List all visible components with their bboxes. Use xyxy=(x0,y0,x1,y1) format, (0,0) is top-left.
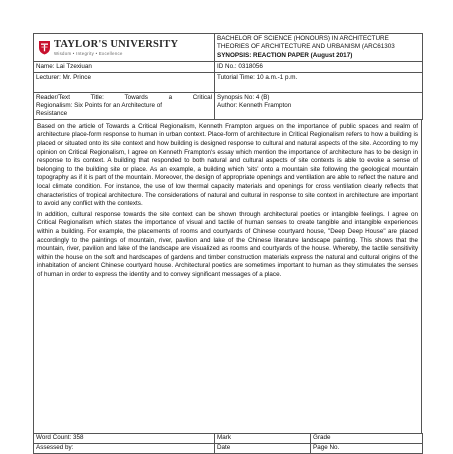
synopsis-number: Synopsis No: 4 (B) xyxy=(217,93,270,101)
synopsis-title: SYNOPSIS: REACTION PAPER (August 2017) xyxy=(217,51,353,59)
body-paragraph-1: Based on the article of Towards a Critical Regionalism, Kenneth Frampton argues on the importance of public spaces and realm of architecture place-form response to human in urban context. Place-form of architecture in Critical Regionalism refers to how a building is placed or situated onto its site context and how building is designed response to cultural and natural aspects of the site. According to my opinion on Critical Regionalism, I agree on Kenneth Frampton's essay which mention the importance of architecture has to be design in response to its context. A building that responded to both natural and cultural aspects of site contexts is able to evoke a sense of belonging to the building site or place. As an example, a building which 'sits' onto a mountain site following the geological mountain topography as if it is part of the mountain. Moreover, the design of appropriate openings and ventilation are able to reflect the nature and local climate condition. For instance, the use of low thermal capacity materials and openings for cross ventilation clearly reflects that characteristics of tropical architecture. The considerations of natural and cultural in response to site context in architecture are important to avoid any conflict with the contexts. xyxy=(37,122,418,208)
university-name: TAYLOR'S UNIVERSITY xyxy=(54,38,179,50)
student-name: Name: Lai Tzexiuan xyxy=(34,61,215,72)
assessed-by-field: Assessed by: xyxy=(34,443,215,453)
programme-line-2: THEORIES OF ARCHITECTURE AND URBANISM (ARC61303 xyxy=(217,43,395,51)
body-paragraph-2: In addition, cultural response towards the site context can be shown through architectural poetics or intangible feelings. I agree on Critical Regionalism which states the importance of visual and tactile of human senses to create tangible and intangible experiences within a building. For example, the placements of rooms and courtyards of Chinese courtyard house, "Deep Deep House" are placed accordingly to the paintings of mountain, river, pavilion and lake of the Chinese literature landscape painting. This shows that the mountain, river, pavilion and lake of the landscape are visualized as rooms and courtyards of the house. Whereby, the tactile sensitivity within the house on the soft and hardscapes of gardens and timber construction materials express the natural and cultural origins of the inhabitation of ancient Chinese courtyard house. Architectural poetics are sometimes important to human as they stimulates the senses of human in order to express the identity and to convey significant messages of a place. xyxy=(37,210,418,278)
reader-text-title-line-3: Resistance xyxy=(36,109,68,117)
article-author: Author: Kenneth Frampton xyxy=(217,101,292,109)
mark-field: Mark xyxy=(215,433,311,443)
programme-line-1: BACHELOR OF SCIENCE (HONOURS) IN ARCHITECTURE xyxy=(217,35,389,42)
reader-text-title-cell xyxy=(34,92,215,119)
university-logo xyxy=(36,39,212,56)
university-tagline: Wisdom • Integrity • Excellence xyxy=(54,50,123,56)
tutorial-time: Tutorial Time: 10 a.m.-1 p.m. xyxy=(215,72,423,92)
date-field: Date xyxy=(215,443,311,453)
reaction-paper-body xyxy=(33,120,422,433)
reader-text-title-line-1: Reader/Text Title: Towards a Critical xyxy=(36,93,212,101)
university-logo-cell xyxy=(34,34,215,62)
grade-field: Grade xyxy=(311,433,423,443)
university-crest-icon xyxy=(38,40,51,55)
header-table xyxy=(33,33,423,120)
reaction-paper-page xyxy=(33,33,422,454)
word-count: Word Count: 358 xyxy=(34,433,215,443)
footer-table xyxy=(33,433,423,454)
programme-info-cell xyxy=(215,34,423,62)
reader-text-title-line-2: Regionalism: Six Points for an Architecture of xyxy=(36,101,162,109)
lecturer-name: Lecturer: Mr. Prince xyxy=(34,72,215,92)
synopsis-author-cell xyxy=(215,92,423,119)
student-id: ID No.: 0318056 xyxy=(215,61,423,72)
page-number-field: Page No. xyxy=(311,443,423,453)
